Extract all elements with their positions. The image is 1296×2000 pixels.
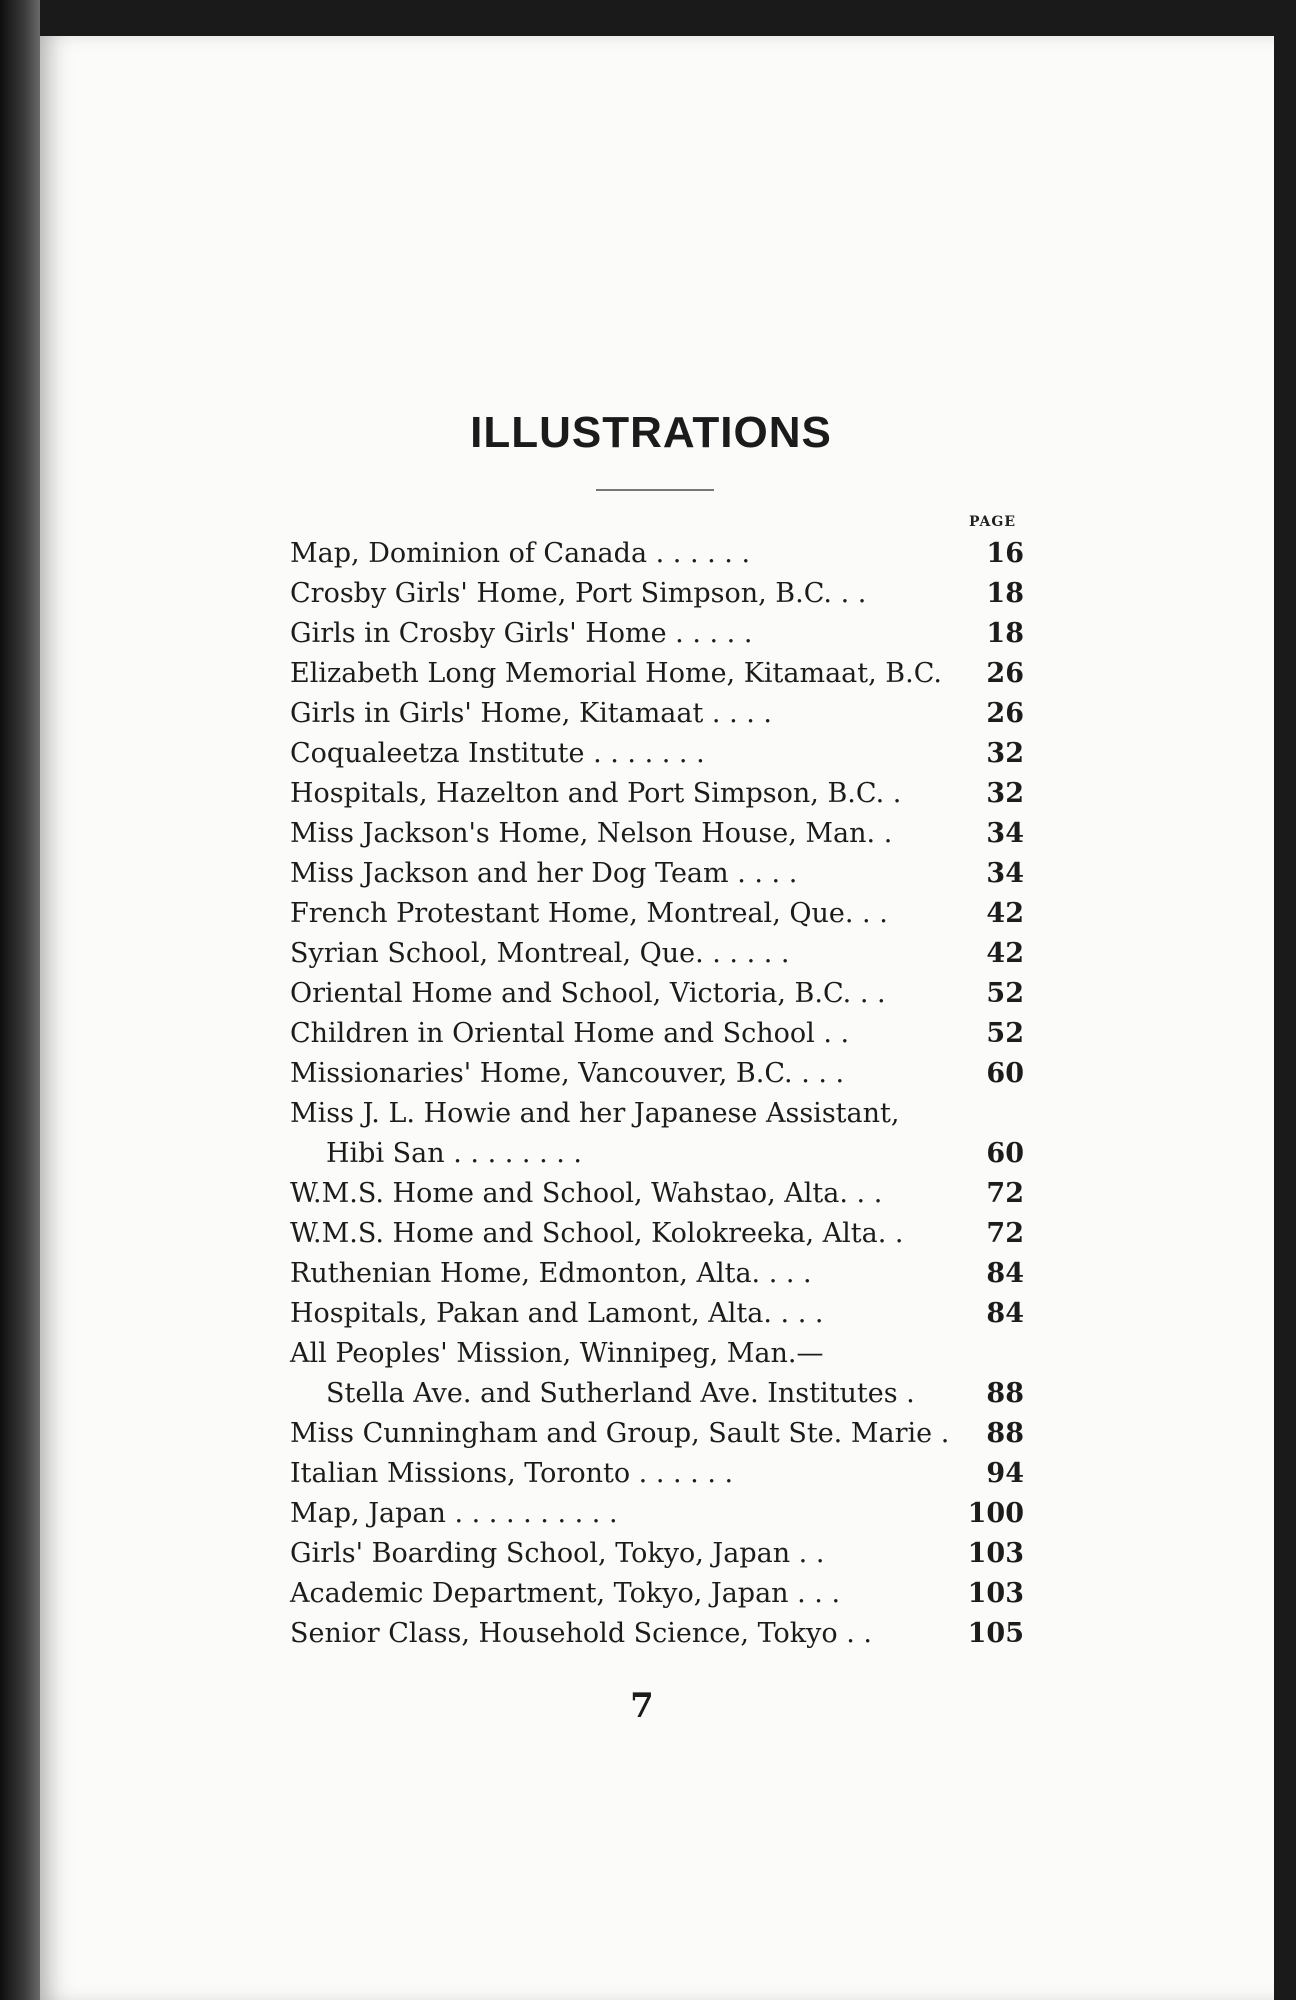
list-item [290, 774, 1024, 814]
list-item [290, 894, 1024, 934]
entry-page: 88 [986, 1418, 1024, 1449]
entry-title: Children in Oriental Home and School . . [290, 1018, 850, 1049]
list-item [290, 1414, 1024, 1454]
entry-title-continued: Stella Ave. and Sutherland Ave. Institutes . [326, 1378, 915, 1409]
entry-page: 18 [986, 618, 1024, 649]
list-item [290, 1094, 1024, 1174]
entry-title: French Protestant Home, Montreal, Que. . . [290, 898, 888, 929]
entry-title: Girls in Crosby Girls' Home . . . . . [290, 618, 753, 649]
entry-page: 94 [986, 1458, 1024, 1489]
book-page [40, 36, 1274, 2000]
entry-page: 88 [986, 1378, 1024, 1409]
entry-title: Academic Department, Tokyo, Japan . . . [290, 1578, 841, 1609]
entry-title: All Peoples' Mission, Winnipeg, Man.— [290, 1338, 824, 1369]
list-item [290, 574, 1024, 614]
list-item [290, 1014, 1024, 1054]
entry-page: 32 [986, 738, 1024, 769]
entry-title: Syrian School, Montreal, Que. . . . . . [290, 938, 790, 969]
entry-page: 42 [986, 898, 1024, 929]
page-title: ILLUSTRATIONS [470, 408, 832, 457]
list-item [290, 814, 1024, 854]
page-column-label: PAGE [969, 514, 1016, 530]
entry-title: Hospitals, Pakan and Lamont, Alta. . . . [290, 1298, 824, 1329]
entry-page: 103 [967, 1538, 1024, 1569]
entry-title: W.M.S. Home and School, Wahstao, Alta. . . [290, 1178, 883, 1209]
entry-title: Miss Jackson and her Dog Team . . . . [290, 858, 798, 889]
entry-page: 60 [986, 1138, 1024, 1169]
entry-page: 84 [986, 1298, 1024, 1329]
list-item [290, 1614, 1024, 1654]
entry-title: Elizabeth Long Memorial Home, Kitamaat, B.C. [290, 658, 942, 689]
title-rule [596, 489, 714, 491]
list-item [290, 854, 1024, 894]
entry-page: 72 [986, 1218, 1024, 1249]
entry-page: 52 [986, 1018, 1024, 1049]
list-item [290, 1054, 1024, 1094]
entry-page: 72 [986, 1178, 1024, 1209]
page-number: 7 [630, 1686, 654, 1726]
list-item [290, 694, 1024, 734]
list-item [290, 1294, 1024, 1334]
list-item [290, 1254, 1024, 1294]
list-item [290, 534, 1024, 574]
list-item [290, 934, 1024, 974]
list-item [290, 1334, 1024, 1414]
entry-title: Girls' Boarding School, Tokyo, Japan . . [290, 1538, 825, 1569]
entry-page: 105 [967, 1618, 1024, 1649]
entry-title: Hospitals, Hazelton and Port Simpson, B.C. . [290, 778, 902, 809]
list-item [290, 1454, 1024, 1494]
entry-page: 103 [967, 1578, 1024, 1609]
list-item [290, 1494, 1024, 1534]
entry-title: Italian Missions, Toronto . . . . . . [290, 1458, 734, 1489]
list-item [290, 654, 1024, 694]
entry-page: 34 [986, 818, 1024, 849]
entry-title: W.M.S. Home and School, Kolokreeka, Alta. . [290, 1218, 904, 1249]
entry-title: Crosby Girls' Home, Port Simpson, B.C. . . [290, 578, 867, 609]
list-item [290, 1534, 1024, 1574]
list-item [290, 1174, 1024, 1214]
entry-title: Ruthenian Home, Edmonton, Alta. . . . [290, 1258, 812, 1289]
entry-page: 26 [986, 698, 1024, 729]
entry-page: 32 [986, 778, 1024, 809]
entry-title: Miss J. L. Howie and her Japanese Assistant, [290, 1098, 900, 1129]
entry-page: 100 [967, 1498, 1024, 1529]
entry-page: 34 [986, 858, 1024, 889]
entry-page: 52 [986, 978, 1024, 1009]
entry-title: Senior Class, Household Science, Tokyo . . [290, 1618, 872, 1649]
list-item [290, 734, 1024, 774]
entry-page: 60 [986, 1058, 1024, 1089]
entry-page: 18 [986, 578, 1024, 609]
entry-title: Map, Japan . . . . . . . . . . [290, 1498, 618, 1529]
list-item [290, 1214, 1024, 1254]
entry-page: 42 [986, 938, 1024, 969]
entry-title: Miss Jackson's Home, Nelson House, Man. . [290, 818, 893, 849]
entry-page: 16 [986, 538, 1024, 569]
entry-page: 26 [986, 658, 1024, 689]
entry-title: Coqualeetza Institute . . . . . . . [290, 738, 705, 769]
entry-title-continued: Hibi San . . . . . . . . [326, 1138, 582, 1169]
list-item [290, 1574, 1024, 1614]
list-item [290, 974, 1024, 1014]
entry-title: Map, Dominion of Canada . . . . . . [290, 538, 751, 569]
illustrations-list [290, 534, 1024, 1654]
entry-title: Missionaries' Home, Vancouver, B.C. . . . [290, 1058, 845, 1089]
entry-title: Miss Cunningham and Group, Sault Ste. Marie . [290, 1418, 950, 1449]
entry-title: Oriental Home and School, Victoria, B.C. . . [290, 978, 886, 1009]
entry-page: 84 [986, 1258, 1024, 1289]
entry-title: Girls in Girls' Home, Kitamaat . . . . [290, 698, 773, 729]
list-item [290, 614, 1024, 654]
